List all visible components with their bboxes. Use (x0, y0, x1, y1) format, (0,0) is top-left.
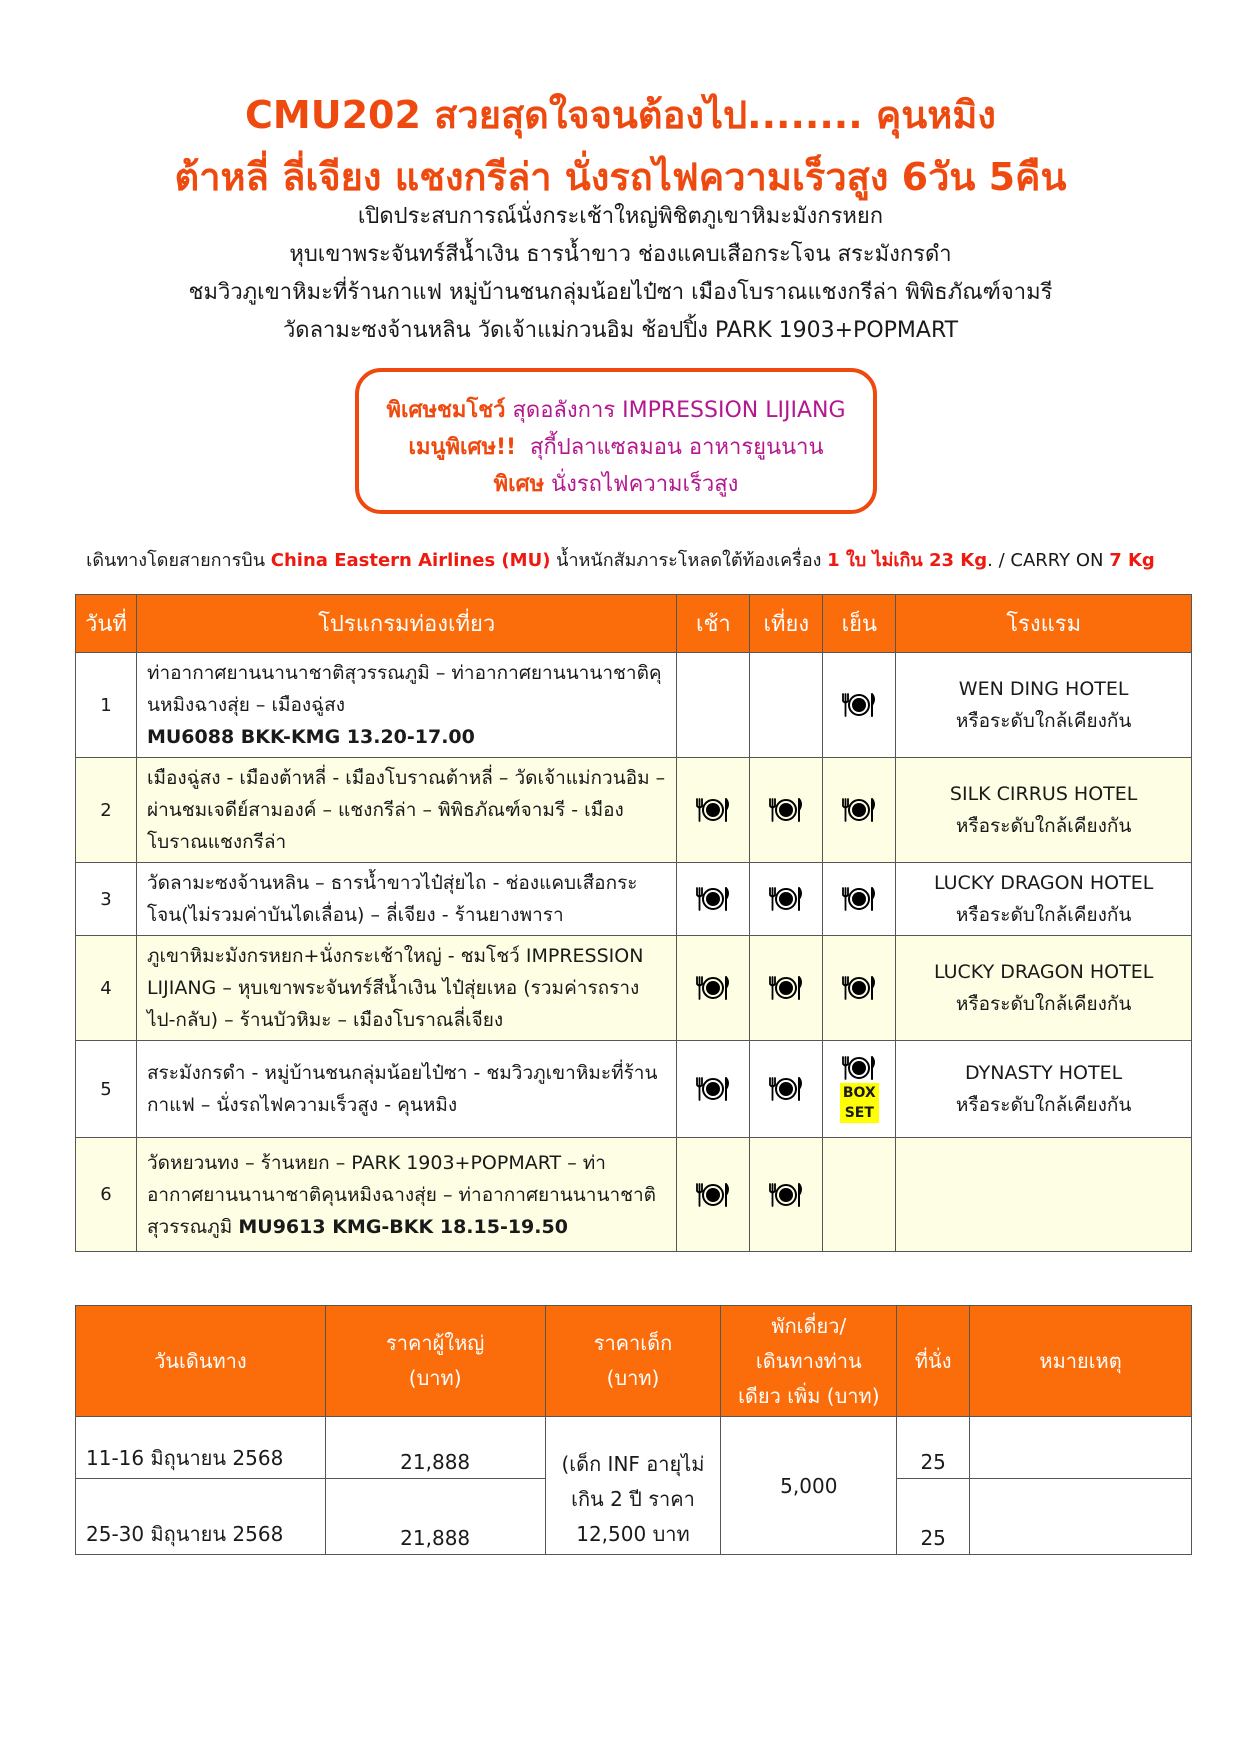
hotel-name: LUCKY DRAGON HOTEL (933, 872, 1154, 894)
hotel-note: หรือระดับใกล้เคียงกัน (955, 815, 1132, 837)
box-set-line: BOX (842, 1085, 876, 1101)
meal-icon (767, 1182, 805, 1208)
highlight-line: เปิดประสบการณ์นั่งกระเช้าใหญ่พิชิตภูเขาหิมะมังกรหยก (357, 204, 884, 229)
lunch-cell (750, 653, 823, 758)
hotel-note: หรือระดับใกล้เคียงกัน (955, 1094, 1132, 1116)
promo-line-show (359, 392, 873, 429)
hotel-cell (896, 653, 1192, 758)
hotel-name: SILK CIRRUS HOTEL (949, 783, 1138, 805)
day-program: วัดลามะซงจ้านหลิน – ธารน้ำขาวไป๋สุ่ยไถ - ช่องแคบเสือกระโจน(ไม่รวมค่าบันไดเลื่อน) – ลี่เจียง - ร้านยางพารา (136, 863, 676, 936)
table-row (76, 758, 1192, 863)
promo-text: สุกี้ปลาแซลมอน อาหารยูนนาน (516, 435, 824, 460)
header-line: (บาท) (606, 1366, 660, 1390)
breakfast-cell (677, 936, 750, 1041)
promo-label: เมนูพิเศษ!! (408, 435, 517, 460)
day-program (136, 653, 676, 758)
meal-icon (767, 1076, 805, 1102)
hotel-cell (896, 758, 1192, 863)
header-line: (บาท) (408, 1366, 462, 1390)
airline-prefix: เดินทางโดยสายการบิน (86, 550, 271, 571)
carry-on-label: . / CARRY ON (987, 550, 1110, 571)
tour-highlights (0, 198, 1241, 350)
note-line: เกิน 2 ปี ราคา (571, 1487, 695, 1511)
col-program: โปรแกรมท่องเที่ยว (136, 595, 676, 653)
day-program: เมืองฉู่สง - เมืองต้าหลี่ - เมืองโบราณต้าหลี่ – วัดเจ้าแม่กวนอิม – ผ่านชมเจดีย์สามองค์ – แชงกรีล่า – พิพิธภัณฑ์จามรี - เมืองโบราณแชงกรีล่า (136, 758, 676, 863)
col-travel-date: วันเดินทาง (76, 1306, 326, 1417)
meal-icon (694, 1076, 732, 1102)
seats-count: 25 (897, 1479, 970, 1555)
box-set-line: SET (844, 1105, 874, 1121)
child-price-note (545, 1417, 721, 1555)
promo-box (355, 368, 877, 514)
table-row (76, 1138, 1192, 1252)
breakfast-cell (677, 653, 750, 758)
col-single-supplement (721, 1306, 897, 1417)
lunch-cell (750, 1138, 823, 1252)
dinner-cell (823, 1138, 896, 1252)
table-row (76, 863, 1192, 936)
header-line: พักเดี่ยว/ (771, 1313, 847, 1338)
table-row (76, 653, 1192, 758)
day-number: 5 (76, 1041, 137, 1138)
lunch-cell (750, 1041, 823, 1138)
meal-icon (694, 975, 732, 1001)
highlight-line: ชมวิวภูเขาหิมะที่ร้านกาแฟ หมู่บ้านชนกลุ่มน้อยไป๋ซา เมืองโบราณแชงกรีล่า พิพิธภัณฑ์จามรี (188, 280, 1053, 305)
hotel-name: LUCKY DRAGON HOTEL (933, 961, 1154, 983)
meal-icon (840, 692, 878, 718)
hotel-note: หรือระดับใกล้เคียงกัน (955, 904, 1132, 926)
remark-cell (970, 1417, 1192, 1479)
day-number: 1 (76, 653, 137, 758)
meal-icon (767, 886, 805, 912)
airline-name: China Eastern Airlines (MU) (270, 550, 551, 571)
header-line: ราคาเด็ก (593, 1331, 673, 1355)
header-line: เดินทางท่าน (755, 1348, 862, 1373)
dinner-cell (823, 758, 896, 863)
meal-icon (840, 886, 878, 912)
hotel-name: DYNASTY HOTEL (965, 1062, 1123, 1084)
travel-date: 25-30 มิถุนายน 2568 (76, 1479, 326, 1555)
day-number: 3 (76, 863, 137, 936)
dinner-cell (823, 653, 896, 758)
seats-count: 25 (897, 1417, 970, 1479)
highlight-line: หุบเขาพระจันทร์สีน้ำเงิน ธารน้ำขาว ช่องแคบเสือกระโจน สระมังกรดำ (289, 242, 952, 267)
breakfast-cell (677, 1041, 750, 1138)
lunch-cell (750, 758, 823, 863)
flight-info: MU6088 BKK-KMG 13.20-17.00 (146, 726, 475, 748)
promo-text: นั่งรถไฟความเร็วสูง (544, 472, 739, 497)
day-program: ภูเขาหิมะมังกรหยก+นั่งกระเช้าใหญ่ - ชมโชว์ IMPRESSION LIJIANG – หุบเขาพระจันทร์สีน้ำเงิน ไป๋สุ่ยเหอ (รวมค่ารถราง ไป-กลับ) – ร้านบัวหิมะ – เมืองโบราณลี่เจียง (136, 936, 676, 1041)
col-seats: ที่นั่ง (897, 1306, 970, 1417)
baggage-allowance: 1 ใบ ไม่เกิน 23 Kg (827, 550, 988, 571)
itinerary-header-row (76, 595, 1192, 653)
dinner-cell (823, 863, 896, 936)
col-child-price (545, 1306, 721, 1417)
carry-on-allowance: 7 Kg (1109, 550, 1155, 571)
promo-line-menu (359, 429, 873, 466)
hotel-name: WEN DING HOTEL (958, 678, 1129, 700)
hotel-cell (896, 1138, 1192, 1252)
adult-price: 21,888 (325, 1417, 545, 1479)
breakfast-cell (677, 1138, 750, 1252)
col-hotel: โรงแรม (896, 595, 1192, 653)
highlight-line: วัดลามะซงจ้านหลิน วัดเจ้าแม่กวนอิม ช้อปปิ้ง PARK 1903+POPMART (282, 318, 959, 343)
col-breakfast: เช้า (677, 595, 750, 653)
day-program (136, 1138, 676, 1252)
header-line: ราคาผู้ใหญ่ (386, 1331, 485, 1355)
hotel-note: หรือระดับใกล้เคียงกัน (955, 710, 1132, 732)
dinner-cell (823, 1041, 896, 1138)
meal-icon (694, 797, 732, 823)
single-supplement: 5,000 (721, 1417, 897, 1555)
meal-icon (767, 797, 805, 823)
adult-price: 21,888 (325, 1479, 545, 1555)
meal-icon (840, 975, 878, 1001)
hotel-cell (896, 936, 1192, 1041)
lunch-cell (750, 863, 823, 936)
table-row (76, 1041, 1192, 1138)
promo-label: พิเศษ (493, 472, 545, 497)
meal-icon (694, 1182, 732, 1208)
table-row (76, 936, 1192, 1041)
price-table (75, 1305, 1192, 1555)
col-lunch: เที่ยง (750, 595, 823, 653)
hotel-cell (896, 863, 1192, 936)
box-set-badge (840, 1083, 879, 1123)
promo-line-train (359, 466, 873, 503)
itinerary-table (75, 594, 1192, 1252)
program-text: ท่าอากาศยานนานาชาติสุวรรณภูมิ – ท่าอากาศยานนานาชาติคุนหมิงฉางสุ่ย – เมืองฉู่สง (146, 662, 662, 716)
table-row (76, 1417, 1192, 1479)
meal-icon (840, 797, 878, 823)
meal-icon (767, 975, 805, 1001)
note-line: 12,500 บาท (576, 1522, 690, 1546)
header-line: เดียว เพิ่ม (บาท) (738, 1383, 880, 1408)
day-number: 4 (76, 936, 137, 1041)
day-number: 6 (76, 1138, 137, 1252)
price-header-row (76, 1306, 1192, 1417)
remark-cell (970, 1479, 1192, 1555)
program-text: วัดหยวนทง – ร้านหยก – PARK 1903+POPMART – ท่าอากาศยานนานาชาติคุนหมิงฉางสุ่ย – ท่าอากาศยานนานาชาติสุวรรณภูมิ (146, 1151, 657, 1238)
breakfast-cell (677, 863, 750, 936)
hotel-cell (896, 1041, 1192, 1138)
flight-info: MU9613 KMG-BKK 18.15-19.50 (238, 1215, 568, 1238)
lunch-cell (750, 936, 823, 1041)
promo-label: พิเศษชมโชว์ (386, 398, 506, 423)
travel-date: 11-16 มิถุนายน 2568 (76, 1417, 326, 1479)
breakfast-cell (677, 758, 750, 863)
airline-middle: น้ำหนักสัมภาระโหลดใต้ท้องเครื่อง (550, 550, 828, 571)
col-day: วันที่ (76, 595, 137, 653)
col-remark: หมายเหตุ (970, 1306, 1192, 1417)
dinner-cell (823, 936, 896, 1041)
meal-icon (840, 1055, 878, 1081)
page-title-line2: ต้าหลี่ ลี่เจียง แชงกรีล่า นั่งรถไฟความเร็วสูง 6วัน 5คืน (174, 155, 1067, 199)
meal-icon (694, 886, 732, 912)
col-dinner: เย็น (823, 595, 896, 653)
day-program: สระมังกรดำ - หมู่บ้านชนกลุ่มน้อยไป๋ซา - ชมวิวภูเขาหิมะที่ร้านกาแฟ – นั่งรถไฟความเร็วสูง - คุนหมิง (136, 1041, 676, 1138)
col-adult-price (325, 1306, 545, 1417)
hotel-note: หรือระดับใกล้เคียงกัน (955, 993, 1132, 1015)
page-title: CMU202 สวยสุดใจจนต้องไป........ คุนหมิง (245, 93, 996, 137)
airline-info (0, 545, 1241, 574)
note-line: (เด็ก INF อายุไม่ (561, 1452, 705, 1476)
day-number: 2 (76, 758, 137, 863)
promo-text: สุดอลังการ IMPRESSION LIJIANG (505, 398, 846, 423)
